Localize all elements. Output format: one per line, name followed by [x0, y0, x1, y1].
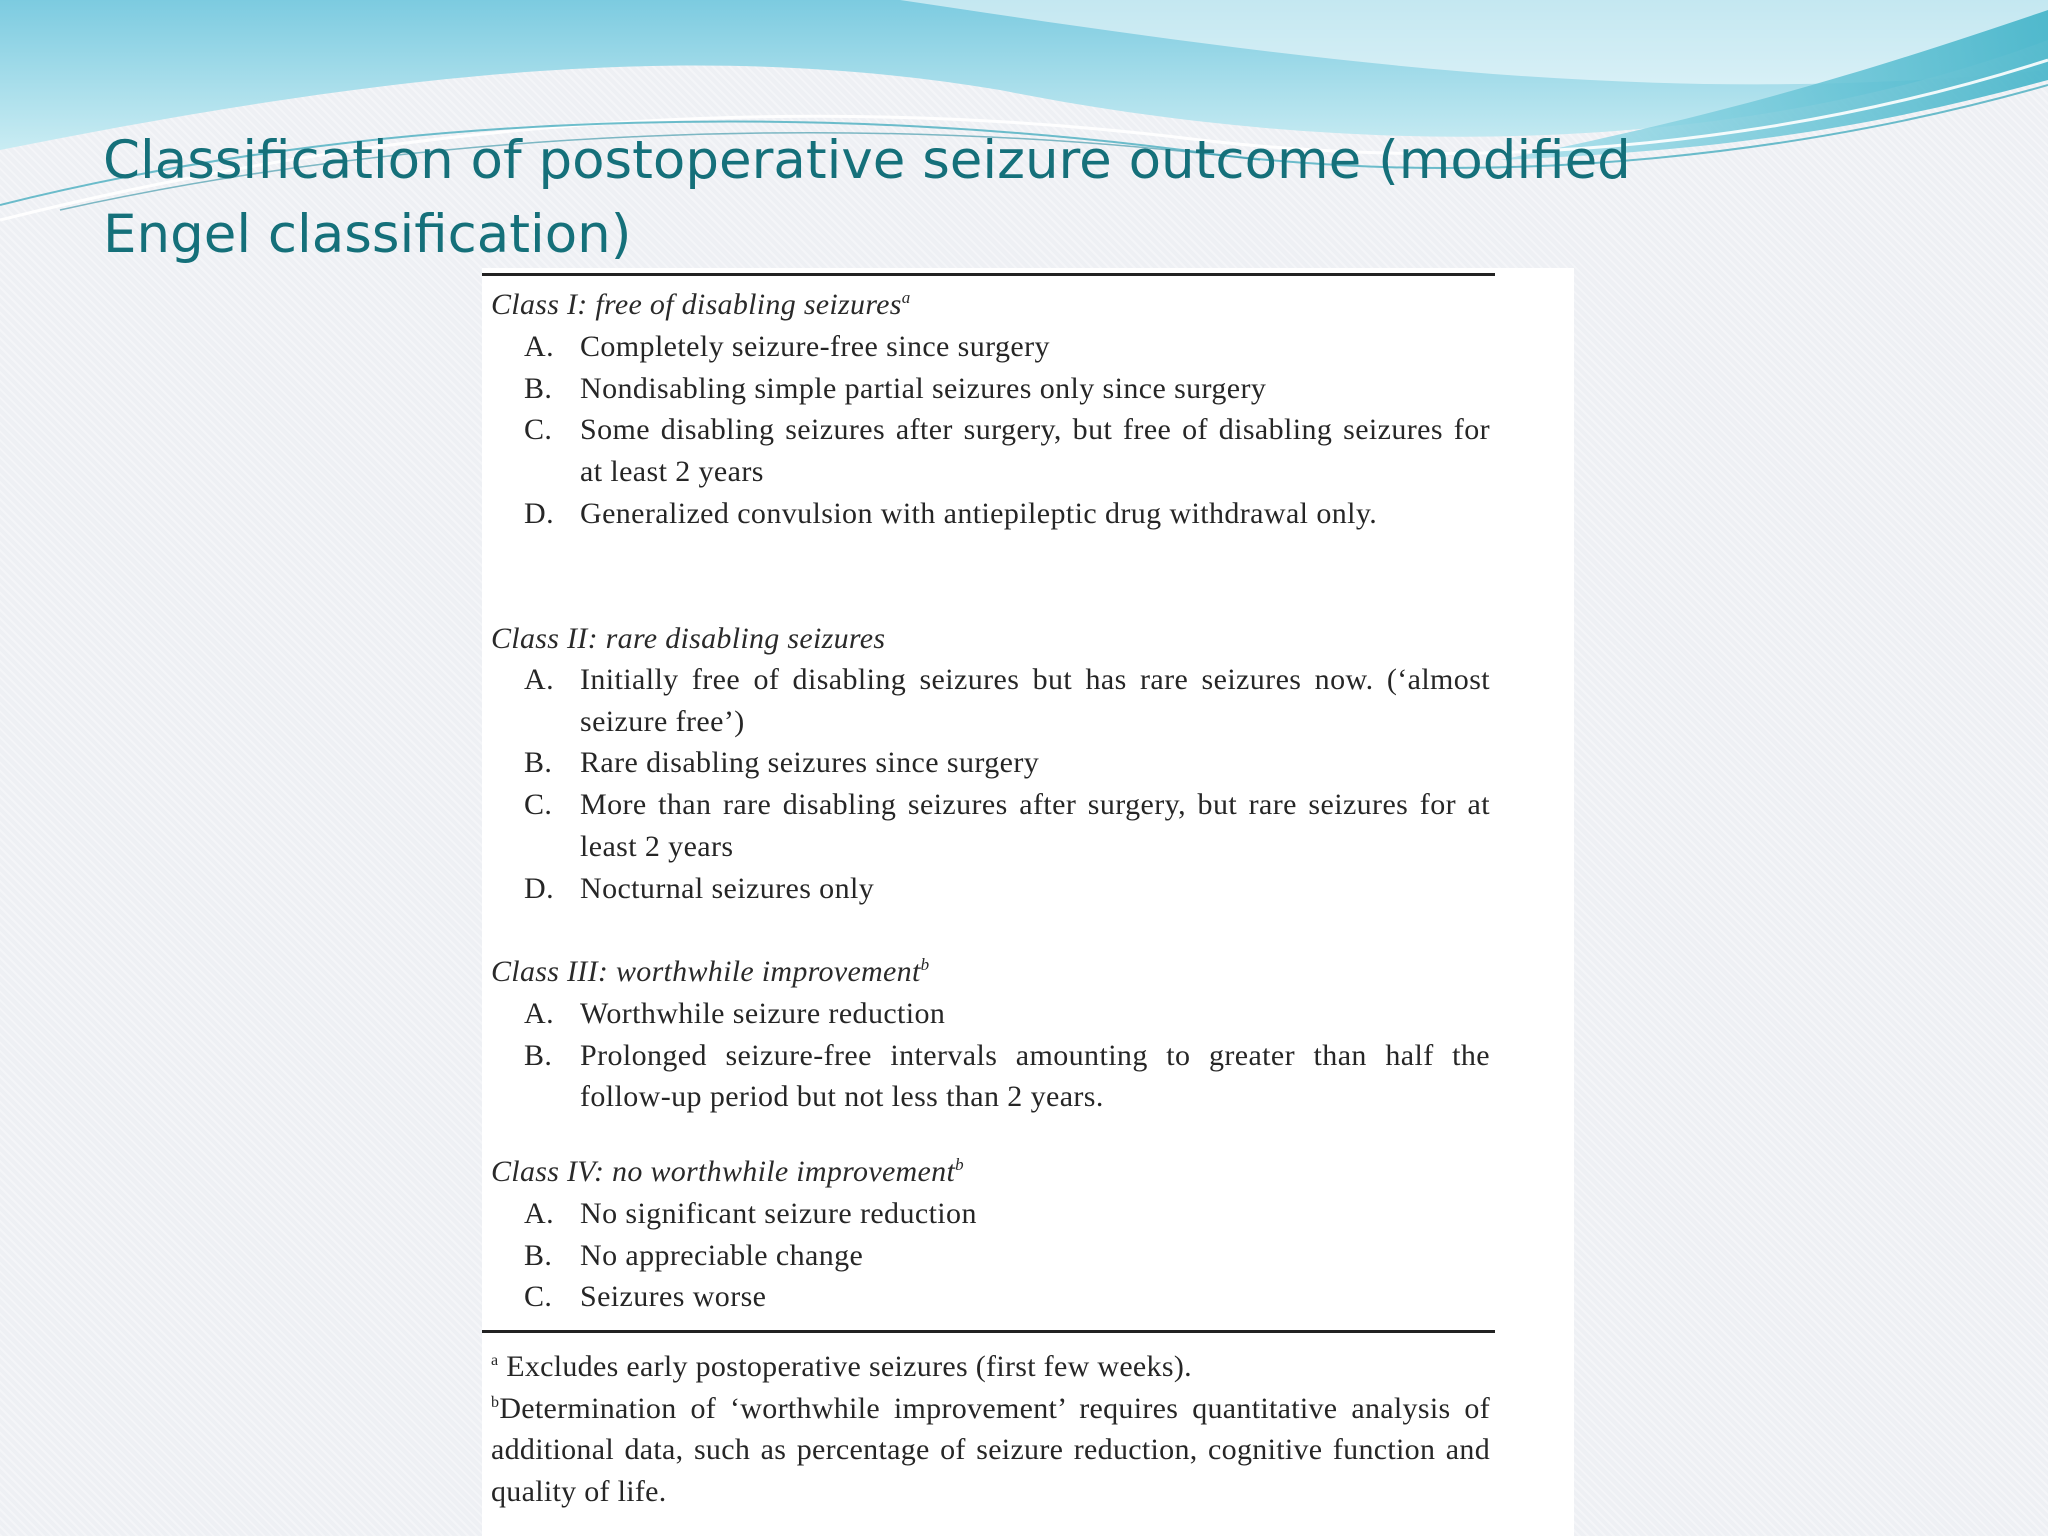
item-letter: B.: [524, 371, 553, 405]
list-item: [524, 993, 1490, 1035]
class-i-heading: Class I: free of disabling seizures$^a$: [491, 288, 911, 321]
class-iv-items: [524, 1193, 1490, 1318]
item-letter: B.: [524, 746, 553, 780]
item-text: Some disabling seizures after surgery, but free of disabling seizures for at least 2 years: [580, 413, 1490, 489]
class-ii-items: [524, 659, 1490, 909]
list-item: [524, 1276, 1490, 1318]
list-item: [524, 326, 1490, 368]
list-item: [524, 368, 1490, 410]
footnote-mark: b: [955, 1155, 964, 1174]
item-text: More than rare disabling seizures after surgery, but rare seizures for at least 2 years: [580, 788, 1490, 863]
list-item: [524, 493, 1490, 535]
item-letter: D.: [524, 871, 554, 905]
engel-classification-table: [482, 268, 1574, 1536]
footnote-mark: b: [491, 1393, 500, 1411]
footnote-text: Excludes early postoperative seizures (first few weeks).: [498, 1350, 1192, 1383]
list-item: [524, 659, 1490, 742]
item-text: Prolonged seizure-free intervals amounting to greater than half the follow-up period but not less than 2 years.: [580, 1038, 1490, 1114]
class-iii-items: [524, 993, 1490, 1118]
footnote-mark: a: [491, 1352, 499, 1369]
item-text: Completely seizure-free since surgery: [580, 330, 1050, 363]
footnote-a: [491, 1346, 1490, 1388]
list-item: [524, 1235, 1490, 1277]
list-item: [524, 1035, 1490, 1118]
item-text: Generalized convulsion with antiepileptic drug withdrawal only.: [580, 496, 1378, 530]
item-text: Nocturnal seizures only: [580, 871, 875, 905]
item-letter: A.: [524, 663, 554, 696]
class-i-items: [524, 326, 1490, 535]
item-text: Initially free of disabling seizures but has rare seizures now. (‘almost seizure free’): [580, 663, 1490, 738]
list-item: [524, 868, 1490, 910]
table-top-rule: [482, 273, 1495, 276]
item-text: Seizures worse: [580, 1280, 767, 1314]
table-bottom-rule: [482, 1330, 1495, 1333]
list-item: [524, 742, 1490, 784]
item-letter: C.: [524, 413, 553, 447]
list-item: [524, 409, 1490, 492]
list-item: [524, 784, 1490, 867]
footnote-mark: a: [901, 288, 911, 307]
item-letter: C.: [524, 1280, 553, 1314]
list-item: [524, 1193, 1490, 1235]
table-footnotes: [491, 1346, 1490, 1513]
footnote-text: Determination of ‘worthwhile improvement’ requires quantitative analysis of additional data, such as percentage of seizure reduction, cognitive function and quality of life.: [491, 1391, 1490, 1509]
item-letter: A.: [524, 1197, 554, 1230]
item-letter: B.: [524, 1038, 553, 1072]
footnote-b: [491, 1388, 1490, 1513]
item-text: Worthwhile seizure reduction: [580, 997, 946, 1030]
item-letter: D.: [524, 496, 554, 530]
class-ii-heading: Class II: rare disabling seizures: [491, 622, 886, 655]
item-letter: B.: [524, 1238, 553, 1272]
item-letter: C.: [524, 788, 553, 822]
item-text: Rare disabling seizures since surgery: [580, 746, 1040, 780]
footnote-mark: b: [920, 955, 930, 974]
item-text: Nondisabling simple partial seizures only since surgery: [580, 371, 1267, 405]
class-iv-heading: Class IV: no worthwhile improvement$^b$: [491, 1155, 964, 1188]
item-text: No significant seizure reduction: [580, 1197, 977, 1230]
slide-title: Classification of postoperative seizure outcome (modified Engel classification): [103, 130, 1631, 265]
item-letter: A.: [524, 330, 554, 363]
item-text: No appreciable change: [580, 1238, 864, 1272]
item-letter: A.: [524, 997, 554, 1030]
class-iii-heading: Class III: worthwhile improvement$^b$: [491, 955, 930, 988]
